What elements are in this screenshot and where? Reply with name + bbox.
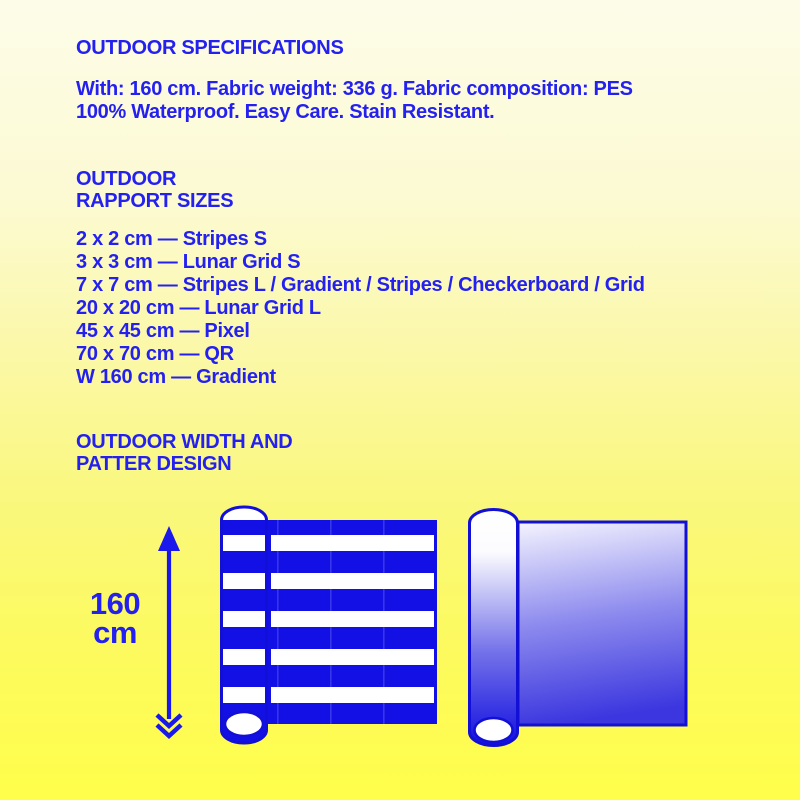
rapport-sizes-heading [76, 168, 233, 212]
width-design-heading-line: PATTER DESIGN [76, 453, 232, 475]
width-design-heading [76, 431, 292, 475]
specifications-heading: OUTDOOR SPECIFICATIONS [76, 37, 344, 59]
width-label-value: 160 [89, 586, 141, 621]
specifications-text-line: 100% Waterproof. Easy Care. Stain Resistant. [76, 101, 495, 123]
rapport-size-item: 20 x 20 cm — Lunar Grid L [76, 297, 321, 319]
width-design-heading-line: OUTDOOR WIDTH AND [76, 431, 293, 453]
rapport-sizes-heading-line: OUTDOOR [76, 168, 177, 190]
rapport-size-item: 2 x 2 cm — Stripes S [76, 228, 267, 250]
rapport-size-item: 70 x 70 cm — QR [76, 343, 234, 365]
rapport-sizes-heading-line: RAPPORT SIZES [76, 190, 234, 212]
width-label [68, 586, 162, 650]
height-arrow-icon [150, 524, 188, 748]
rapport-size-item: 7 x 7 cm — Stripes L / Gradient / Stripes / Checkerboard / Grid [76, 274, 645, 296]
specifications-text-line: With: 160 cm. Fabric weight: 336 g. Fabric composition: PES [76, 78, 633, 100]
striped-fabric-roll [220, 505, 437, 747]
gradient-fabric-roll [468, 508, 689, 750]
width-label-unit: cm [93, 615, 137, 650]
rapport-sizes-list [76, 228, 776, 389]
rapport-size-item: W 160 cm — Gradient [76, 366, 276, 388]
specifications-text [76, 78, 756, 124]
rapport-size-item: 3 x 3 cm — Lunar Grid S [76, 251, 301, 273]
rapport-size-item: 45 x 45 cm — Pixel [76, 320, 250, 342]
